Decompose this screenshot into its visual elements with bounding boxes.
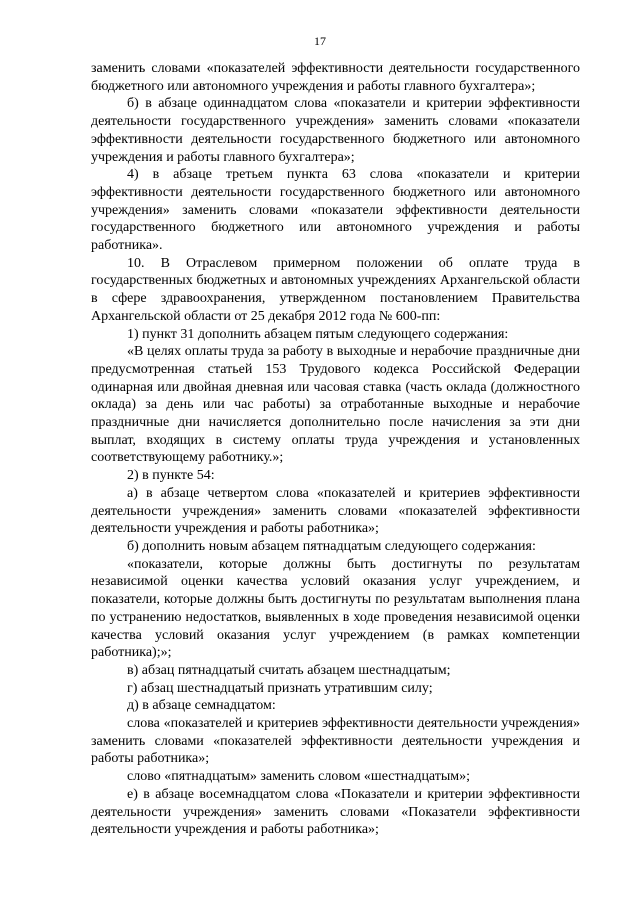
paragraph: в) абзац пятнадцатый считать абзацем шестнадцатым; xyxy=(127,662,451,678)
paragraph: «показатели, которые должны быть достигнуты по результатам независимой оценки качества условий оказания услуг учреждением, и показатели, которые должны быть достигнуты по результатам выполнения плана по устранению недостатков, выявленных в ходе проведения независимой оценки качества условий оказания услуг учреждением (в рамках компетенции работника);»; xyxy=(91,556,580,661)
paragraph: б) дополнить новым абзацем пятнадцатым следующего содержания: xyxy=(127,538,536,554)
paragraph: заменить словами «показателей эффективности деятельности государственного бюджетного или автономного учреждения и работы главного бухгалтера»; xyxy=(91,61,580,94)
document-body xyxy=(91,60,580,839)
page-number: 17 xyxy=(314,34,326,48)
paragraph: е) в абзаце восемнадцатом слова «Показатели и критерии эффективности деятельности учреждения» заменить словами «Показатели эффективности деятельности учреждения и работы работника»; xyxy=(91,786,580,838)
paragraph: слова «показателей и критериев эффективности деятельности учреждения» заменить словами «показателей эффективности деятельности учреждения и работы работника»; xyxy=(91,716,580,767)
paragraph: а) в абзаце четвертом слова «показателей и критериев эффективности деятельности учреждения» заменить словами «показателей эффективности деятельности учреждения и работы работника»; xyxy=(91,485,580,537)
paragraph: 10. В Отраслевом примерном положении об оплате труда в государственных бюджетных и автономных учреждениях Архангельской области в сфере здравоохранения, утвержденном постановлением Правительства Архангельской области от 25 декабря 2012 года № 600-пп: xyxy=(91,255,580,324)
paragraph: 1) пункт 31 дополнить абзацем пятым следующего содержания: xyxy=(127,326,509,342)
paragraph: 4) в абзаце третьем пункта 63 слова «показатели и критерии эффективности деятельности государственного бюджетного или автономного учреждения» заменить словами «показатели эффективности деятельности государственного бюджетного или автономного учреждения и работы работника». xyxy=(91,167,580,254)
paragraph: г) абзац шестнадцатый признать утратившим силу; xyxy=(127,680,433,696)
paragraph: слово «пятнадцатым» заменить словом «шестнадцатым»; xyxy=(127,769,471,785)
paragraph: д) в абзаце семнадцатом: xyxy=(127,698,276,714)
paragraph: б) в абзаце одиннадцатом слова «показатели и критерии эффективности деятельности государственного учреждения» заменить словами «показатели эффективности деятельности государственного бюджетного или автономного учреждения и работы главного бухгалтера»; xyxy=(91,96,580,165)
paragraph: 2) в пункте 54: xyxy=(127,468,215,484)
paragraph: «В целях оплаты труда за работу в выходные и нерабочие праздничные дни предусмотренная статьей 153 Трудового кодекса Российской Федерации одинарная или двойная дневная или часовая ставка (часть оклада (должностного оклада) за день или час работы) за отработанные выходные и нерабочие праздничные дни начисляется дополнительно после начисления за эти дни выплат, входящих в систему оплаты труда учреждения и установленных соответствующему работнику.»; xyxy=(91,344,580,466)
